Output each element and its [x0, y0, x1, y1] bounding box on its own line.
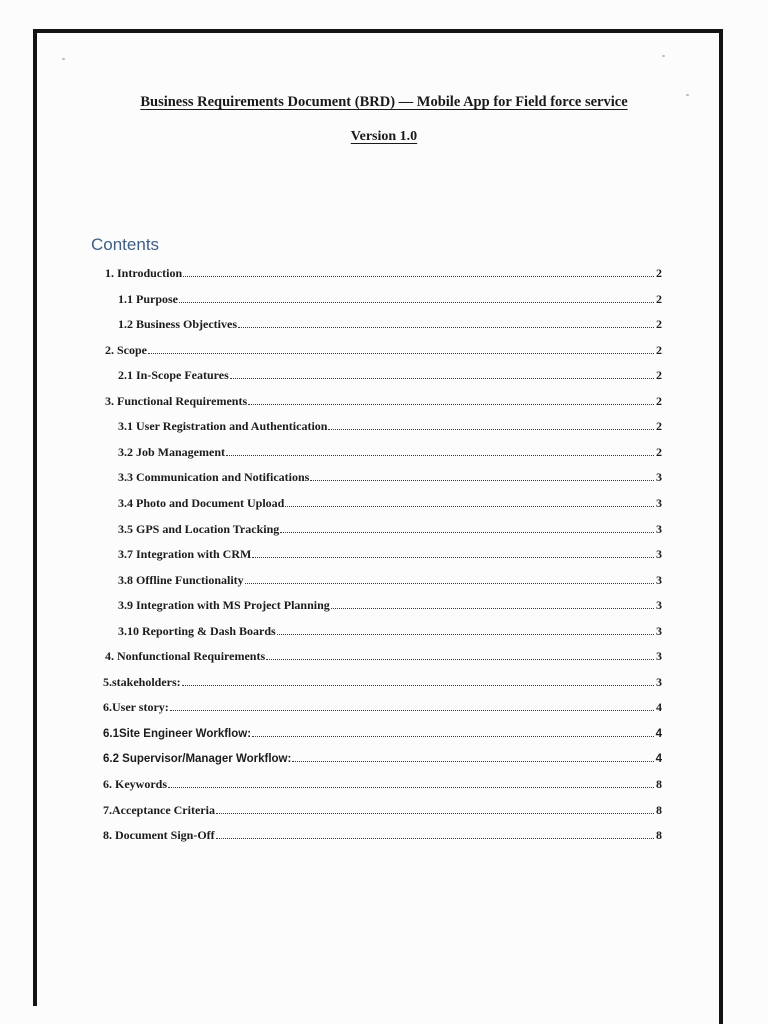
- toc-dot-leader: [226, 443, 654, 456]
- toc-entry[interactable]: [103, 801, 662, 819]
- toc-entry[interactable]: [118, 596, 662, 614]
- toc-dot-leader: [216, 801, 654, 814]
- toc-dot-leader: [238, 315, 654, 328]
- toc-entry-page: 2: [656, 394, 662, 408]
- toc-entry[interactable]: [118, 545, 662, 563]
- toc-entry-page: 2: [656, 292, 662, 306]
- toc-entry[interactable]: [103, 698, 662, 716]
- toc-entry-label: 3.8 Offline Functionality: [118, 573, 244, 587]
- toc-entry-label: 3.7 Integration with CRM: [118, 547, 252, 561]
- toc-entry-page: 2: [656, 266, 662, 280]
- toc-dot-leader: [280, 520, 654, 533]
- toc-entry[interactable]: [118, 468, 662, 486]
- toc-entry[interactable]: [118, 494, 662, 512]
- toc-dot-leader: [310, 468, 654, 481]
- toc-entry-label: 4. Nonfunctional Requirements: [105, 649, 266, 663]
- toc-entry-page: 4: [655, 753, 662, 765]
- toc-dot-leader: [292, 749, 653, 762]
- toc-entry-page: 4: [655, 728, 662, 740]
- toc-entry-page: 3: [656, 547, 662, 561]
- toc-entry-page: 2: [656, 445, 662, 459]
- toc-dot-leader: [331, 596, 654, 609]
- toc-entry[interactable]: [118, 443, 662, 461]
- toc-dot-leader: [183, 264, 654, 277]
- toc-entry-label: 7.Acceptance Criteria: [103, 803, 215, 817]
- toc-entry-label: 3.5 GPS and Location Tracking: [118, 522, 280, 536]
- toc-entry-label: 8. Document Sign-Off: [103, 828, 215, 842]
- toc-entry[interactable]: [105, 264, 662, 282]
- toc-entry-label: 6.1Site Engineer Workflow:: [103, 728, 252, 740]
- toc-entry-label: 3.10 Reporting & Dash Boards: [118, 624, 276, 638]
- toc-entry-page: 3: [656, 649, 662, 663]
- toc-entry-label: 5.stakeholders:: [103, 675, 181, 689]
- toc-dot-leader: [277, 622, 654, 635]
- toc-entry-page: 3: [656, 573, 662, 587]
- toc-entry-label: 3.2 Job Management: [118, 445, 225, 459]
- toc-entry[interactable]: [118, 622, 662, 640]
- toc-entry[interactable]: [103, 775, 662, 793]
- toc-entry[interactable]: [103, 724, 662, 742]
- toc-dot-leader: [148, 341, 654, 354]
- toc-entry[interactable]: [105, 392, 662, 410]
- toc-entry-label: 2. Scope: [105, 343, 147, 357]
- toc-entry-page: 2: [656, 343, 662, 357]
- toc-entry[interactable]: [103, 673, 662, 691]
- toc-entry[interactable]: [118, 315, 662, 333]
- toc-dot-leader: [285, 494, 654, 507]
- toc-dot-leader: [179, 290, 654, 303]
- toc-entry-label: 2.1 In-Scope Features: [118, 368, 229, 382]
- toc-entry-label: 3. Functional Requirements: [105, 394, 248, 408]
- toc-entry-label: 6. Keywords: [103, 777, 167, 791]
- toc-dot-leader: [230, 366, 654, 379]
- toc-entry[interactable]: [118, 571, 662, 589]
- contents-heading: Contents: [91, 235, 160, 254]
- toc-entry-page: 2: [656, 368, 662, 382]
- document-title: Business Requirements Document (BRD) — Mobile App for Field force service: [140, 94, 628, 110]
- toc-entry-page: 8: [656, 828, 662, 842]
- toc-dot-leader: [248, 392, 654, 405]
- toc-entry-label: 6.User story:: [103, 700, 169, 714]
- toc-entry-page: 3: [656, 522, 662, 536]
- toc-entry-label: 3.9 Integration with MS Project Planning: [118, 598, 330, 612]
- toc-entry[interactable]: [118, 366, 662, 384]
- toc-dot-leader: [216, 826, 654, 839]
- toc-entry-page: 8: [656, 777, 662, 791]
- toc-entry-label: 3.1 User Registration and Authentication: [118, 419, 328, 433]
- toc-dot-leader: [170, 698, 654, 711]
- toc-entry-page: 2: [656, 317, 662, 331]
- toc-entry-page: 3: [656, 598, 662, 612]
- toc-entry-label: 6.2 Supervisor/Manager Workflow:: [103, 753, 292, 765]
- toc-dot-leader: [168, 775, 654, 788]
- toc-entry[interactable]: [103, 749, 662, 767]
- document-version: Version 1.0: [350, 129, 418, 144]
- toc-entry-label: 3.4 Photo and Document Upload: [118, 496, 285, 510]
- toc-entry-label: 1.2 Business Objectives: [118, 317, 238, 331]
- toc-entry-page: 3: [656, 496, 662, 510]
- toc-dot-leader: [252, 545, 654, 558]
- toc-entry-page: 3: [656, 675, 662, 689]
- toc-entry-page: 2: [656, 419, 662, 433]
- toc-dot-leader: [245, 571, 654, 584]
- toc-entry-page: 8: [656, 803, 662, 817]
- toc-entry-label: 3.3 Communication and Notifications: [118, 470, 310, 484]
- toc-entry-label: 1.1 Purpose: [118, 292, 178, 306]
- toc-entry[interactable]: [118, 290, 662, 308]
- toc-entry-label: 1. Introduction: [105, 266, 183, 280]
- toc-entry[interactable]: [105, 341, 662, 359]
- toc-dot-leader: [182, 673, 654, 686]
- toc-entry-page: 4: [656, 700, 662, 714]
- toc-entry-page: 3: [656, 470, 662, 484]
- toc-dot-leader: [252, 724, 654, 737]
- toc-entry-page: 3: [656, 624, 662, 638]
- toc-dot-leader: [328, 417, 654, 430]
- toc-entry[interactable]: [118, 417, 662, 435]
- toc-dot-leader: [266, 647, 654, 660]
- toc-entry[interactable]: [118, 520, 662, 538]
- toc-entry[interactable]: [103, 826, 662, 844]
- toc-entry[interactable]: [105, 647, 662, 665]
